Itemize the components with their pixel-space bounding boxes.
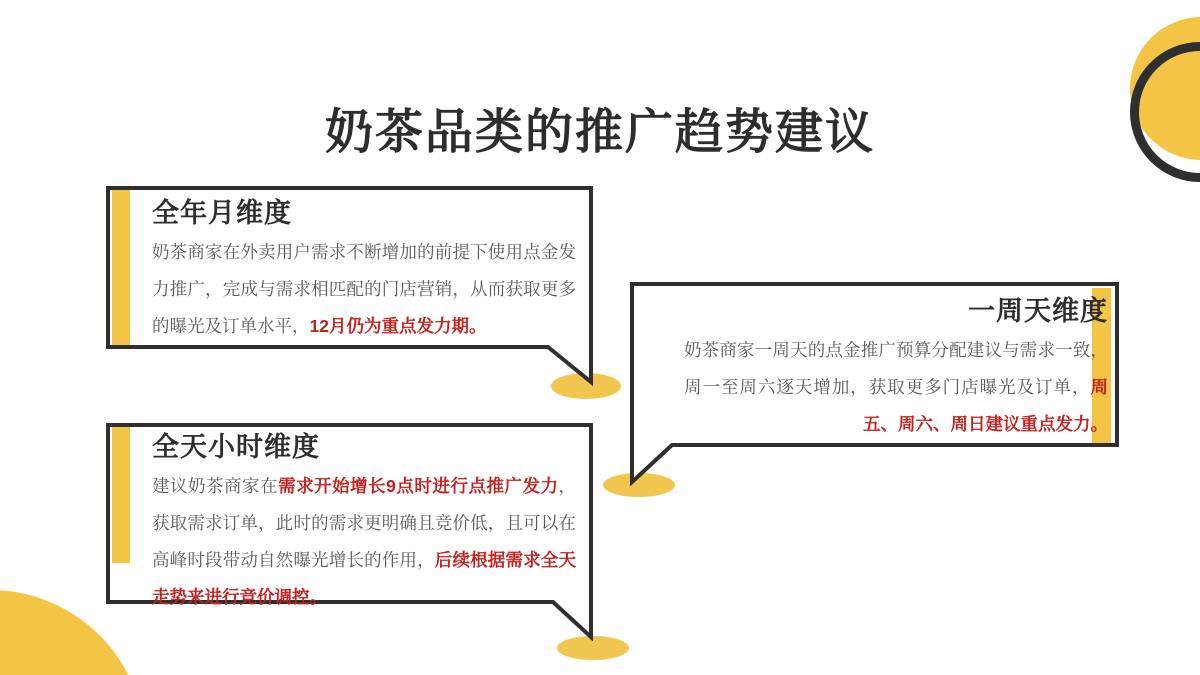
card-body: 建议奶茶商家在需求开始增长9点时进行点推广发力，获取需求订单，此时的需求更明确且竞价低，且可以在高峰时段带动自然曝光增长的作用，后续根据需求全天走势来进行竞价调控。 (152, 476, 577, 607)
card-body: 奶茶商家一周天的点金推广预算分配建议与需求一致，周一至周六逐天增加，获取更多门店曝光及订单，周五、周六、周日建议重点发力。 (684, 340, 1108, 434)
accent-bar (112, 190, 130, 345)
callout-card-day-hour (106, 423, 595, 641)
card-body: 奶茶商家在外卖用户需求不断增加的前提下使用点金发力推广，完成与需求相匹配的门店营销，从而获取更多的曝光及订单水平，12月仍为重点发力期。 (152, 242, 576, 336)
card-heading: 一周天维度 (968, 296, 1108, 326)
card-heading: 全年月维度 (152, 198, 292, 228)
page-title: 奶茶品类的推广趋势建议 (324, 106, 875, 160)
card-heading: 全天小时维度 (152, 432, 320, 462)
callout-card-week-day (630, 282, 1121, 486)
accent-bar (112, 427, 130, 563)
callout-card-yearly-month (106, 186, 595, 386)
